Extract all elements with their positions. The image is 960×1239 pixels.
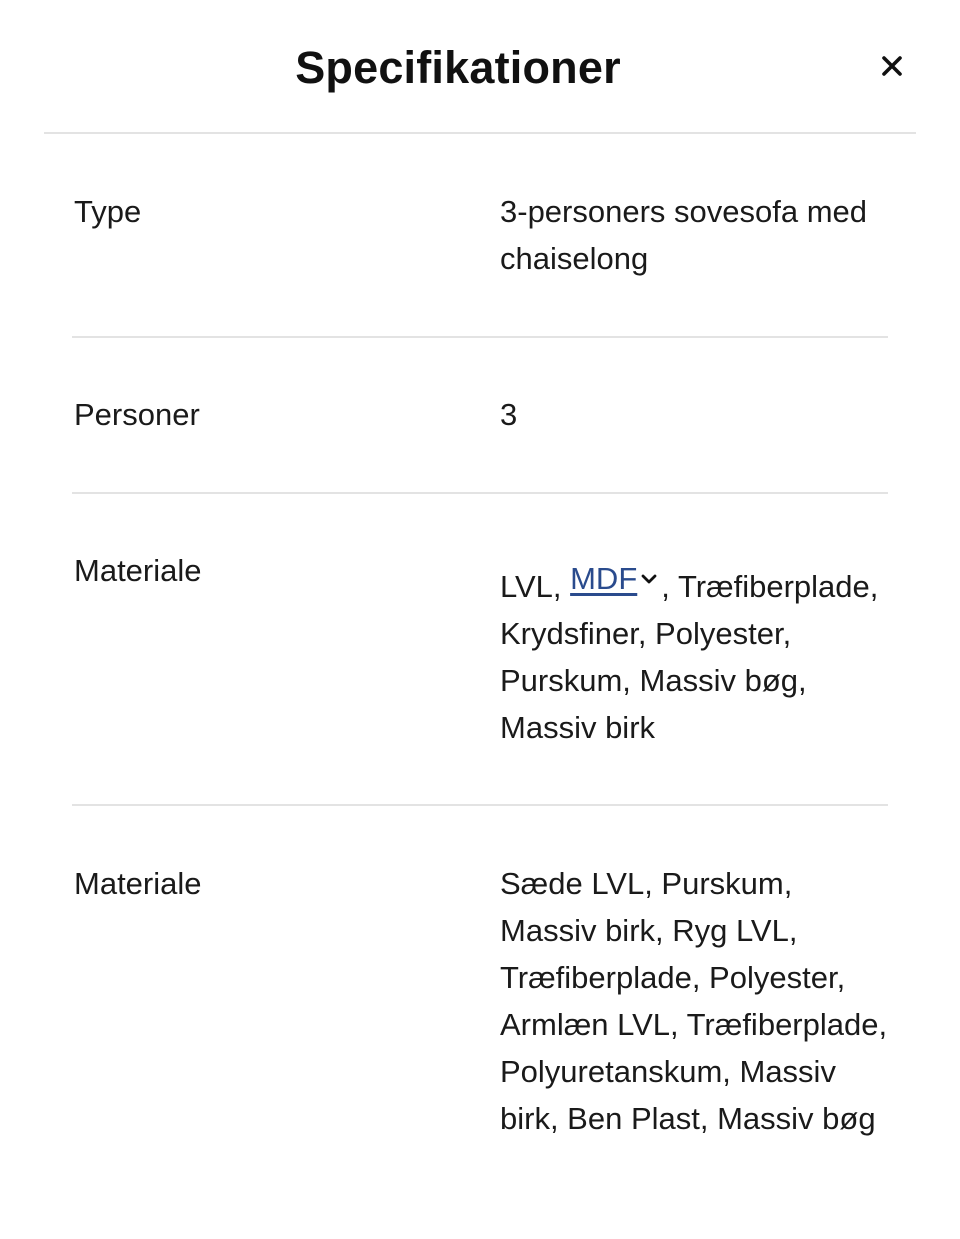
dialog-header [0,0,960,134]
materiale-prefix: LVL, [500,569,562,604]
dialog-title: Specifikationer [295,42,621,93]
materiale-comma: , [661,569,670,604]
spec-value: 3 [500,397,518,432]
spec-value: 3-personers sovesofa med chaiselong [500,194,868,276]
row-divider [72,804,888,806]
close-icon [881,55,903,77]
spec-label: Personer [74,397,200,432]
row-divider [72,336,888,338]
header-divider [44,132,916,134]
close-button[interactable] [870,44,914,88]
chevron-down-icon[interactable] [637,567,661,591]
materiale-rest: Træfiberplade, Krydsfiner, Polyester, Purskum, Massiv bøg, Massiv birk [500,569,879,745]
spec-label: Materiale [74,553,202,588]
spec-label: Materiale [74,866,202,901]
row-divider [72,492,888,494]
spec-value [500,563,892,751]
spec-label: Type [74,194,142,229]
spec-value: Sæde LVL, Purskum, Massiv birk, Ryg LVL, Træfiberplade, Polyester, Armlæn LVL, Træfiberplade, Polyuretanskum, Massiv birk, Ben Plast, Massiv bøg [500,866,888,1136]
mdf-link[interactable]: MDF [570,561,638,596]
